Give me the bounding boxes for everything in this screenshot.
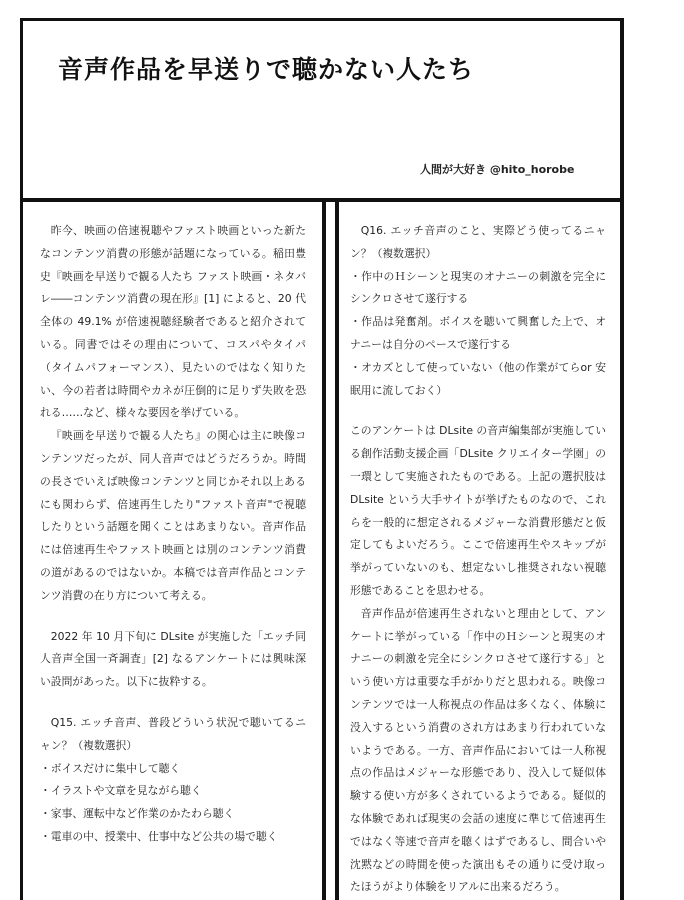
frame-left-border bbox=[20, 18, 23, 900]
q16-option: ・作中のＨシーンと現実のオナニーの刺激を完全にシンクロさせて遂行する bbox=[350, 269, 606, 306]
q15-option: ・電車の中、授業中、仕事中など公共の場で聴く bbox=[40, 829, 278, 843]
author-byline: 人間が大好き @hito_horobe bbox=[420, 163, 575, 176]
paragraph-intro: 昨今、映画の倍速視聴やファスト映画といった新たなコンテンツ消費の形態が話題になっている。稲田豊史『映画を早送りで観る人たち ファスト映画・ネタバレ――コンテンツ消費の現在形』[1] によると、20 代全体の 49.1% が倍速視聴経験者であると紹介されている。同書ではその理由について、コスパやタイパ（タイムパフォーマンス）、見たいのではなく知りたい、今の若者は時間やカネが圧倒的に足りず失敗を恐れる……など、様々な要因を挙げている。 bbox=[40, 224, 306, 420]
survey-question-q15: Q15. エッチ音声、普段どういう状況で聴いてるニャン？（複数選択） bbox=[40, 715, 306, 752]
q16-option: ・オカズとして使っていない（他の作業がてらor 安眠用に流しておく） bbox=[350, 360, 606, 397]
paragraph-audio-question: 『映画を早送りで観る人たち』の関心は主に映像コンテンツだったが、同人音声ではどうだろうか。時間の長さでいえば映像コンテンツと同じかそれ以上あるにも関わらず、倍速再生したり"ファスト音声"で視聴したりという話題を聞くことはあまりない。音声作品には倍速再生やファスト映画とは別のコンテンツ消費の道があるのではないか。本稿では音声作品とコンテンツ消費の在り方について考える。 bbox=[40, 429, 306, 602]
paragraph-survey-intro: 2022 年 10 月下旬に DLsite が実施した「エッチ同人音声全国一斉調査」[2] なるアンケートには興味深い設問があった。以下に抜粋する。 bbox=[40, 629, 306, 689]
page-title: 音声作品を早送りで聴かない人たち bbox=[58, 55, 475, 84]
column-divider-right bbox=[335, 202, 339, 900]
paragraph-survey-source: このアンケートは DLsite の音声編集部が実施している創作活動支援企画「DLsite クリエイター学園」の一環として実施されたものである。上記の選択肢は DLsite という大手サイトが挙げたものなので、これらを一般的に想定されるメジャーな消費形態だと仮定してもよいだろう。ここで倍速再生やスキップが挙がっていないのも、想定ないし推奨されない視聴形態であることを思わせる。 bbox=[350, 424, 606, 597]
q15-option: ・家事、運転中など作業のかたわら聴く bbox=[40, 807, 235, 821]
frame-right-border bbox=[620, 18, 624, 900]
survey-question-q16: Q16. エッチ音声のこと、実際どう使ってるニャン？（複数選択） bbox=[350, 224, 606, 260]
q15-option: ・イラストや文章を見ながら聴く bbox=[40, 784, 202, 798]
column-divider-left bbox=[322, 202, 326, 900]
q15-option: ・ボイスだけに集中して聴く bbox=[40, 761, 181, 775]
frame-top-border bbox=[20, 18, 624, 21]
left-column bbox=[40, 220, 306, 849]
paragraph-analysis: 音声作品が倍速再生されないと理由として、アンケートに挙がっている「作中のＨシーンと現実のオナニーの刺激を完全にシンクロさせて遂行する」という使い方は重要な手がかりだと思われる。映像コンテンツでは一人称視点の作品は多くなく、体験に没入するという消費のされ方はあまり行われていないようである。一方、音声作品においては一人称視点の作品はメジャーな形態であり、没入して疑似体験する使い方が多くされているようである。疑似的な体験であれば現実の会話の速度に準じて倍速再生ではなく等速で音声を聴くはずであるし、間合いや沈黙などの時間を使った演出もその通りに受け取ったほうがより体験をリアルに出来るだろう。 bbox=[350, 606, 606, 894]
q16-option: ・作品は発奮剤。ボイスを聴いて興奮した上で、オナニーは自分のペースで遂行する bbox=[350, 315, 606, 351]
right-column bbox=[350, 220, 606, 899]
